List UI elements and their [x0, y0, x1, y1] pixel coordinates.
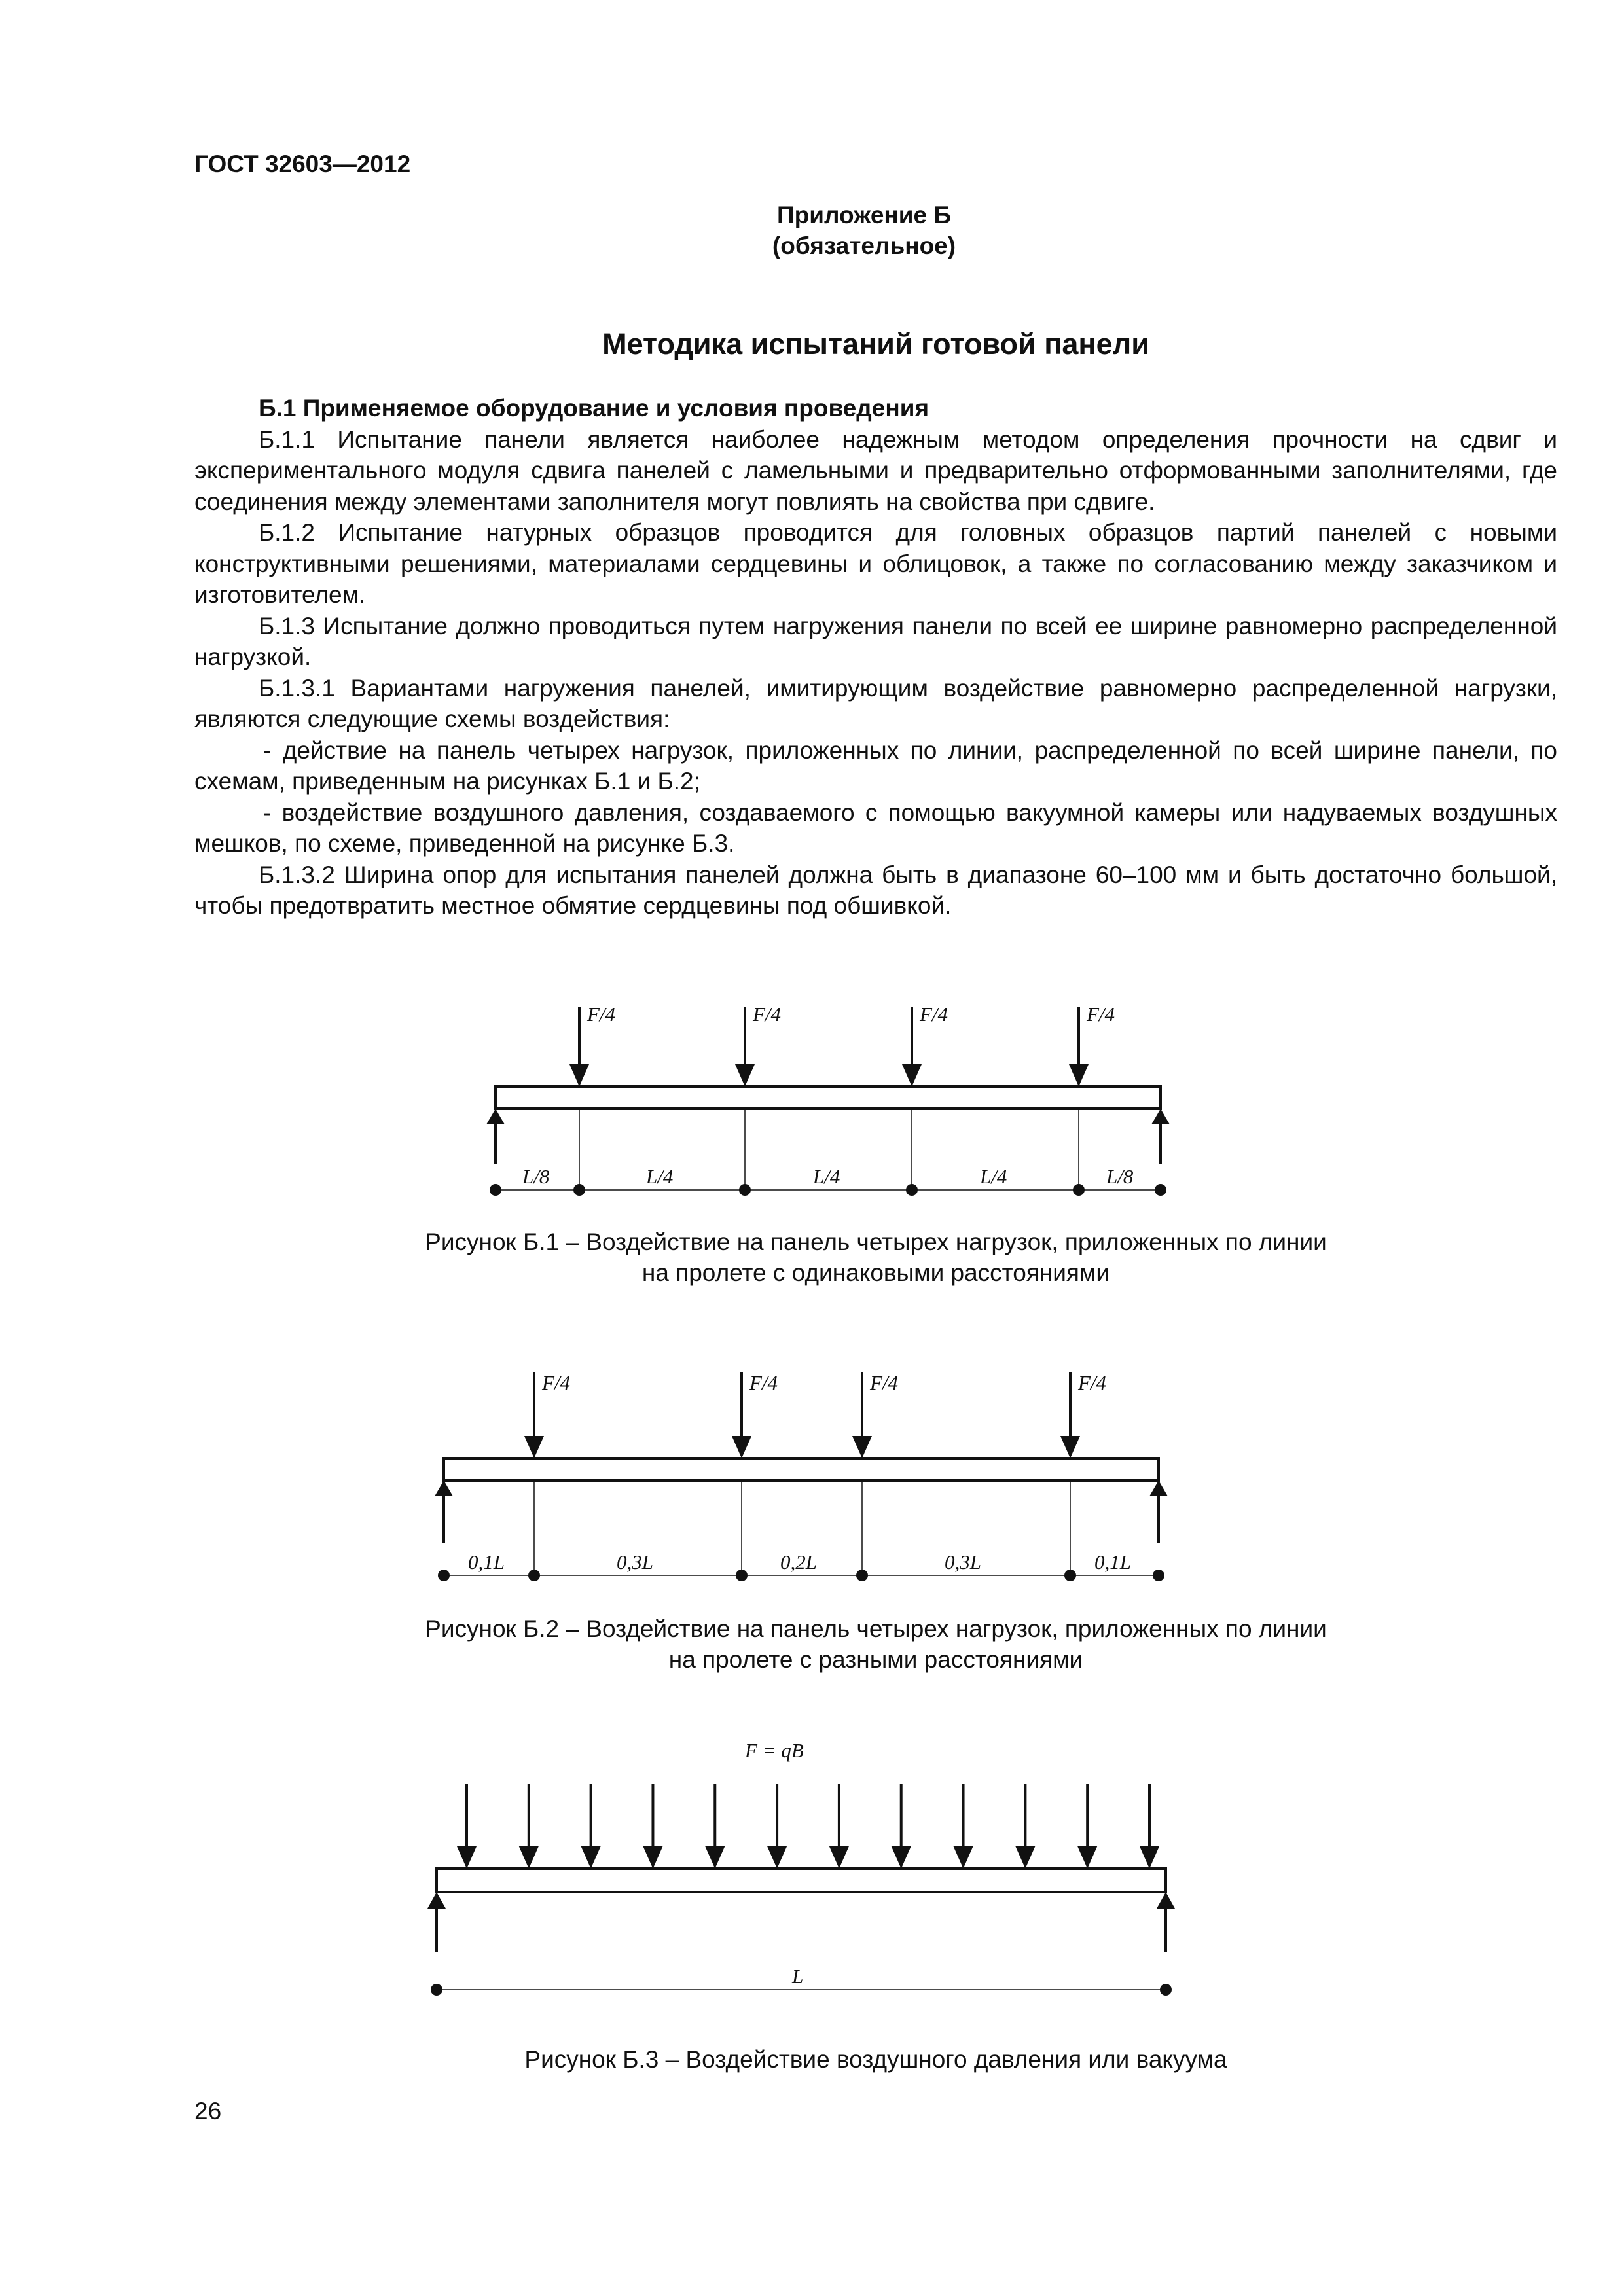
section-heading: Б.1 Применяемое оборудование и условия проведения — [259, 395, 929, 422]
annex-status: (обязательное) — [772, 232, 956, 259]
dimension-label: 0,3L — [945, 1551, 981, 1573]
dimension-label: L/4 — [646, 1165, 674, 1188]
beam — [496, 1086, 1161, 1109]
support-arrow — [435, 1480, 453, 1543]
dimension-label: 0,1L — [468, 1551, 505, 1573]
caption-line: на пролете с одинаковыми расстояниями — [641, 1259, 1110, 1286]
dimension-label: L/8 — [1106, 1165, 1134, 1188]
support-arrow — [486, 1109, 505, 1164]
paragraph: Б.1.1 Испытание панели является наиболее надежным методом определения прочности на сдвиг и экспериментального модуля сдвига панелей с ламельными и предварительно отформованными заполнителями, где соединения между элементами заполнителя могут повлиять на свойства при сдвиге. — [194, 425, 1557, 515]
pressure-arrow — [767, 1784, 787, 1869]
pressure-arrow — [705, 1784, 725, 1869]
pressure-arrow — [829, 1784, 849, 1869]
support-arrow — [1149, 1480, 1168, 1543]
paragraph: Б.1.3.2 Ширина опор для испытания панелей должна быть в диапазоне 60–100 мм и быть достаточно большой, чтобы предотвратить местное обмятие сердцевины под обшивкой. — [194, 861, 1557, 919]
pressure-arrow — [581, 1784, 601, 1869]
caption-line: Рисунок Б.2 – Воздействие на панель четырех нагрузок, приложенных по линии — [425, 1615, 1327, 1642]
paragraph: Б.1.3 Испытание должно проводиться путем нагружения панели по всей ее ширине равномерно распределенной нагрузкой. — [194, 612, 1557, 670]
dimension-label: L/4 — [813, 1165, 840, 1188]
pressure-arrow — [457, 1784, 477, 1869]
paragraph: Б.1.2 Испытание натурных образцов проводится для головных образцов партий панелей с новыми конструктивными решениями, материалами сердцевины и облицовок, а также по согласованию между заказчиком и изготовителем. — [194, 519, 1557, 608]
body-text — [194, 393, 1557, 922]
dimension-label: L/4 — [980, 1165, 1007, 1188]
support-arrow — [1151, 1109, 1170, 1164]
load-label: F = qB — [745, 1739, 804, 1762]
load-label: F/4 — [870, 1371, 899, 1394]
load-label: F/4 — [920, 1003, 948, 1026]
load-label: F/4 — [542, 1371, 571, 1394]
load-arrow — [902, 1007, 922, 1086]
figure-b1-diagram — [0, 982, 1624, 1230]
page-number: 26 — [194, 2098, 222, 2125]
pressure-arrows — [457, 1784, 1159, 1869]
load-arrow — [732, 1372, 751, 1458]
standard-number: ГОСТ 32603—2012 — [194, 151, 411, 177]
load-label: F/4 — [587, 1003, 616, 1026]
dimension-label: 0,2L — [780, 1551, 817, 1573]
figure-b3-diagram — [0, 1728, 1624, 2029]
page-title: Методика испытаний готовой панели — [602, 327, 1149, 361]
support-arrow — [1157, 1892, 1175, 1952]
dimension-label: L/8 — [522, 1165, 550, 1188]
pressure-arrow — [643, 1784, 662, 1869]
paragraph: Б.1.3.1 Вариантами нагружения панелей, имитирующим воздействие равномерно распределенной нагрузки, являются следующие схемы воздействия: — [194, 674, 1557, 732]
figure-b1-caption — [194, 1227, 1557, 1288]
dimension-label: 0,3L — [617, 1551, 653, 1573]
load-label: F/4 — [1078, 1371, 1107, 1394]
pressure-arrow — [1140, 1784, 1159, 1869]
list-item: - действие на панель четырех нагрузок, приложенных по линии, распределенной по всей ширине панели, по схемам, приведенным на рисунках Б.1 и Б.2; — [194, 736, 1557, 795]
load-label: F/4 — [753, 1003, 782, 1026]
beam — [437, 1869, 1166, 1892]
load-arrow — [524, 1372, 544, 1458]
load-arrow — [1069, 1007, 1089, 1086]
annex-label: Приложение Б — [777, 202, 951, 228]
pressure-arrow — [954, 1784, 973, 1869]
figure-b2-caption — [194, 1613, 1557, 1675]
load-arrow — [735, 1007, 755, 1086]
beam — [444, 1458, 1159, 1480]
caption-line: на пролете с разными расстояниями — [668, 1646, 1083, 1673]
pressure-arrow — [1015, 1784, 1035, 1869]
dimension-label: L — [792, 1965, 804, 1988]
load-arrow — [1060, 1372, 1080, 1458]
support-arrow — [427, 1892, 446, 1952]
caption-line: Рисунок Б.1 – Воздействие на панель четырех нагрузок, приложенных по линии — [425, 1229, 1327, 1255]
list-item: - воздействие воздушного давления, создаваемого с помощью вакуумной камеры или надуваемых воздушных мешков, по схеме, приведенной на рисунке Б.3. — [194, 798, 1557, 857]
pressure-arrow — [519, 1784, 539, 1869]
pressure-arrow — [1077, 1784, 1097, 1869]
dimension-label: 0,1L — [1094, 1551, 1131, 1573]
load-arrow — [569, 1007, 589, 1086]
figure-b3-caption: Рисунок Б.3 – Воздействие воздушного давления или вакуума — [524, 2046, 1227, 2073]
figure-b2-diagram — [0, 1358, 1624, 1607]
load-arrow — [852, 1372, 872, 1458]
pressure-arrow — [892, 1784, 911, 1869]
load-label: F/4 — [749, 1371, 778, 1394]
load-label: F/4 — [1087, 1003, 1115, 1026]
